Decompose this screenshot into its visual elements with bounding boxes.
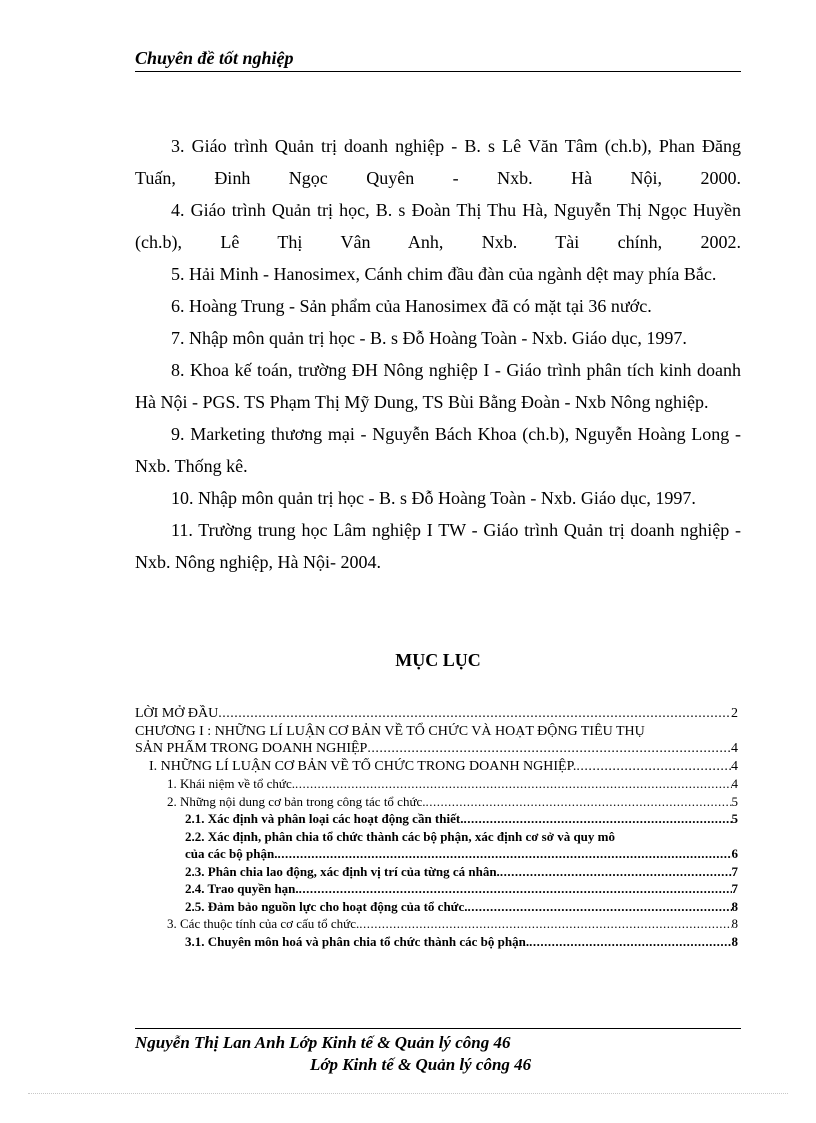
toc-entry-text: 2.4. Trao quyền hạn.: [185, 881, 299, 896]
toc-entry-text: 2. Những nội dung cơ bản trong công tác tổ chức.: [167, 793, 426, 809]
toc-entry-2-4[interactable]: [135, 880, 738, 898]
reference-list: [135, 130, 741, 578]
footer-author: Nguyễn Thị Lan Anh Lớp Kinh tế & Quản lý công 46: [135, 1033, 511, 1052]
toc-entry-chapter-1[interactable]: CHƯƠNG I : NHỮNG LÍ LUẬN CƠ BẢN VỀ TỔ CHỨC VÀ HOẠT ĐỘNG TIÊU THỤ: [135, 723, 645, 739]
footer-divider: [135, 1028, 741, 1029]
toc-entry-2-2[interactable]: 2.2. Xác định, phân chia tổ chức thành các bộ phận, xác định cơ sở và quy mô: [185, 828, 615, 844]
toc-entry-2-1[interactable]: [135, 810, 738, 828]
page-header-title: Chuyên đề tốt nghiệp: [135, 48, 294, 68]
table-of-contents: [135, 705, 738, 950]
reference-item: 3. Giáo trình Quản trị doanh nghiệp - B. s Lê Văn Tâm (ch.b), Phan Đăng Tuấn, Đinh Ngọc Quyên - Nxb. Hà Nội, 2000.: [135, 136, 741, 188]
toc-entry-text: của các bộ phận.: [185, 846, 278, 861]
toc-entry-2-5[interactable]: [135, 898, 738, 916]
header-divider: [135, 71, 741, 72]
toc-page-number: 2: [731, 706, 738, 721]
toc-page-number: 8: [731, 933, 738, 949]
toc-entry-2[interactable]: [135, 793, 738, 811]
toc-page-number: 7: [731, 881, 738, 896]
toc-entry-text: 2.5. Đảm bảo nguồn lực cho hoạt động của tổ chức.: [185, 898, 468, 914]
toc-entry-text: 2.3. Phân chia lao động, xác định vị trí của từng cá nhân.: [185, 863, 500, 879]
toc-entry-1[interactable]: [135, 775, 738, 793]
reference-item: 7. Nhập môn quản trị học - B. s Đỗ Hoàng Toàn - Nxb. Giáo dục, 1997.: [171, 328, 687, 348]
toc-entry-2-3[interactable]: [135, 863, 738, 881]
toc-page-number: 4: [731, 741, 738, 756]
footer-class: Lớp Kinh tế & Quản lý công 46: [310, 1055, 532, 1074]
toc-page-number: 5: [731, 793, 738, 809]
toc-entry-text: 2.1. Xác định và phân loại các hoạt động cần thiết.: [185, 811, 464, 826]
reference-item: 10. Nhập môn quản trị học - B. s Đỗ Hoàng Toàn - Nxb. Giáo dục, 1997.: [171, 488, 696, 508]
toc-entry-text: 1. Khái niệm về tổ chức.: [167, 776, 295, 791]
reference-item: 8. Khoa kế toán, trường ĐH Nông nghiệp I - Giáo trình phân tích kinh doanh Hà Nội - PGS. TS Phạm Thị Mỹ Dung, TS Bùi Bằng Đoàn - Nxb Nông nghiệp.: [135, 360, 741, 412]
toc-page-number: 8: [731, 916, 738, 931]
toc-entry-text: SẢN PHẨM TRONG DOANH NGHIỆP: [135, 741, 368, 756]
toc-page-number: 8: [731, 898, 738, 914]
toc-entry-text: I. NHỮNG LÍ LUẬN CƠ BẢN VỀ TỔ CHỨC TRONG DOANH NGHIỆP.: [149, 758, 577, 774]
toc-entry-section-I[interactable]: [135, 758, 738, 776]
toc-entry-text: 3.1. Chuyên môn hoá và phân chia tổ chức thành các bộ phận.: [185, 933, 530, 949]
toc-page-number: 4: [731, 758, 738, 774]
reference-item: 9. Marketing thương mại - Nguyễn Bách Khoa (ch.b), Nguyễn Hoàng Long - Nxb. Thống kê.: [135, 424, 741, 476]
toc-entry-3[interactable]: [135, 915, 738, 933]
reference-item: 4. Giáo trình Quản trị học, B. s Đoàn Thị Thu Hà, Nguyễn Thị Ngọc Huyền (ch.b), Lê Thị Vân Anh, Nxb. Tài chính, 2002.: [135, 200, 741, 252]
toc-page-number: 5: [731, 811, 738, 826]
toc-entry-text: 3. Các thuộc tính của cơ cấu tổ chức.: [167, 916, 360, 931]
toc-entry-text: LỜI MỞ ĐẦU: [135, 706, 219, 721]
toc-page-number: 7: [731, 863, 738, 879]
reference-item: 5. Hải Minh - Hanosimex, Cánh chim đầu đàn của ngành dệt may phía Bắc.: [171, 264, 717, 284]
toc-entry-intro[interactable]: [135, 705, 738, 723]
toc-entry-3-1[interactable]: [135, 933, 738, 951]
toc-title: MỤC LỤC: [395, 650, 481, 670]
toc-entry-2-2-cont[interactable]: [135, 845, 738, 863]
reference-item: 6. Hoàng Trung - Sản phẩm của Hanosimex đã có mặt tại 36 nước.: [171, 296, 652, 316]
page-bottom-rule: [28, 1093, 788, 1094]
reference-item: 11. Trường trung học Lâm nghiệp I TW - Giáo trình Quản trị doanh nghiệp - Nxb. Nông nghiệp, Hà Nội- 2004.: [135, 520, 741, 572]
toc-page-number: 4: [731, 776, 738, 791]
toc-entry-chapter-1-cont[interactable]: [135, 740, 738, 758]
toc-page-number: 6: [731, 846, 738, 861]
